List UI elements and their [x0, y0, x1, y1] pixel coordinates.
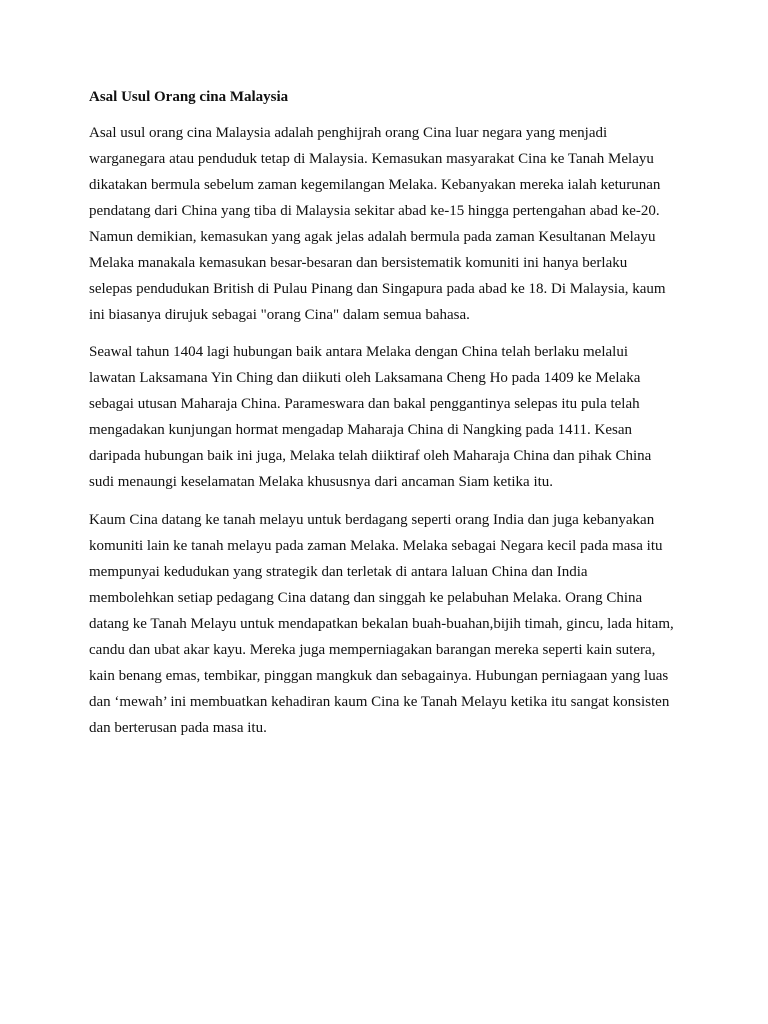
paragraph-line: membolehkan setiap pedagang Cina datang dan singgah ke pelabuhan Melaka. Orang China	[89, 590, 643, 606]
paragraph-1	[89, 120, 666, 328]
document-title: Asal Usul Orang cina Malaysia	[89, 89, 289, 105]
paragraph-line: sudi menaungi keselamatan Melaka khususnya dari ancaman Siam ketika itu.	[89, 474, 554, 490]
paragraph-line: candu dan ubat akar kayu. Mereka juga memperniagakan barangan mereka seperti kain sutera,	[89, 642, 656, 658]
paragraph-line: sebagai utusan Maharaja China. Parameswara dan bakal penggantinya selepas itu pula telah	[89, 396, 640, 412]
paragraph-2	[89, 339, 651, 495]
paragraph-line: Asal usul orang cina Malaysia adalah penghijrah orang Cina luar negara yang menjadi	[89, 125, 608, 141]
paragraph-line: daripada hubungan baik ini juga, Melaka telah diiktiraf oleh Maharaja China dan pihak China	[89, 448, 652, 464]
paragraph-line: dan berterusan pada masa itu.	[89, 720, 267, 736]
paragraph-line: Kaum Cina datang ke tanah melayu untuk berdagang seperti orang India dan juga kebanyakan	[89, 512, 655, 528]
paragraph-line: Namun demikian, kemasukan yang agak jelas adalah bermula pada zaman Kesultanan Melayu	[89, 229, 656, 245]
paragraph-line: ini biasanya dirujuk sebagai "orang Cina" dalam semua bahasa.	[89, 307, 470, 323]
paragraph-line: kain benang emas, tembikar, pinggan mangkuk dan sebagainya. Hubungan perniagaan yang luas	[89, 668, 669, 684]
paragraph-line: dikatakan bermula sebelum zaman kegemilangan Melaka. Kebanyakan mereka ialah keturunan	[89, 177, 661, 193]
paragraph-line: mempunyai kedudukan yang strategik dan terletak di antara laluan China dan India	[89, 564, 588, 580]
paragraph-line: pendatang dari China yang tiba di Malaysia sekitar abad ke-15 hingga pertengahan abad ke-20.	[89, 203, 660, 219]
paragraph-line: lawatan Laksamana Yin Ching dan diikuti oleh Laksamana Cheng Ho pada 1409 ke Melaka	[89, 370, 641, 386]
paragraph-line: komuniti lain ke tanah melayu pada zaman Melaka. Melaka sebagai Negara kecil pada masa itu	[89, 538, 663, 554]
paragraph-line: Seawal tahun 1404 lagi hubungan baik antara Melaka dengan China telah berlaku melalui	[89, 344, 628, 360]
paragraph-line: warganegara atau penduduk tetap di Malaysia. Kemasukan masyarakat Cina ke Tanah Melayu	[89, 151, 654, 167]
paragraph-line: selepas pendudukan British di Pulau Pinang dan Singapura pada abad ke 18. Di Malaysia, kaum	[89, 281, 666, 297]
paragraph-line: datang ke Tanah Melayu untuk mendapatkan bekalan buah-buahan,bijih timah, gincu, lada hitam,	[89, 616, 674, 632]
paragraph-line: dan ‘mewah’ ini membuatkan kehadiran kaum Cina ke Tanah Melayu ketika itu sangat konsisten	[89, 694, 670, 710]
paragraph-line: Melaka manakala kemasukan besar-besaran dan bersistematik komuniti ini hanya berlaku	[89, 255, 628, 271]
paragraph-3	[89, 507, 674, 741]
paragraph-line: mengadakan kunjungan hormat mengadap Maharaja China di Nangking pada 1411. Kesan	[89, 422, 633, 438]
